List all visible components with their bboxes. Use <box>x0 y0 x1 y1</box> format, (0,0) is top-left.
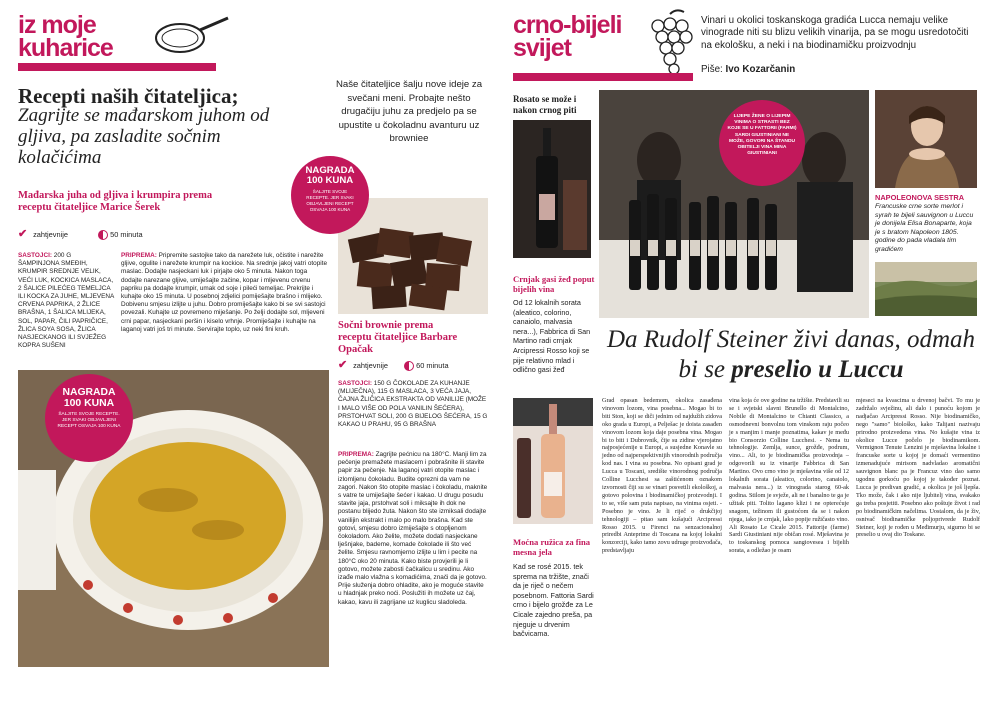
portrait-photo <box>875 90 977 188</box>
recipe1-title: Mađarska juha od gljiva i krumpira prema receptu čitateljice Marice Šerek <box>18 190 213 213</box>
body-column-1: Grad opasan bedemom, okolica zasađena vinovom lozom, vina posebna... Mogao bi to biti Ston, koji se diči jednim od najdužih zidova oko grada u Europi, a Pelješac je doista zasađen vinovom lozom koja daje posebna vina. Mogao bi to biti i Dubrovnik, čije su zidine vjerojatno najposjećenije u Europi, a susjedne Konavle su jedno od najperspektivnijih vinorodnih područja kod nas. I vina su posebna. No opisani grad je Lucca u Toscani, središte vinorodnog područja Colline Lucchesi sa zaštićenom oznakom izvornosti čiji su se vinari posvetili ekološkoj, a gotovo polovina i biodinamičkoj proizvodnji. I to se, više sam puta napisao, na vinima osjeti. - Posebno je vino. Je li riječ o drukčijoj tehnologiji – pitao sam kušajući Arcipressi Rosso 2015. u Firenci na senzacionalnoj priredbi Anteprime di Toscana na kojoj lokalni konzorciji, kako tamo zovu udruge proizvođača, predstavljaju <box>602 397 722 555</box>
left-section-title-line2: kuharice <box>18 33 113 62</box>
frying-pan-icon <box>140 10 230 58</box>
prize-badge-top <box>291 156 369 234</box>
rose-wine-photo <box>513 398 593 524</box>
difficulty-icon-2: ✔ <box>338 359 348 371</box>
sidebar-wine-title: Crnjak gasi žeđ poput bijelih vina <box>513 274 595 294</box>
right-section-bar <box>513 73 693 81</box>
recipe2-title: Sočni brownie prema receptu čitateljice Barbare Opačak <box>338 320 458 355</box>
recipe2-ingredients-text: 150 G ČOKOLADE ZA KUHANJE (MLIJEČNA), 115 G MASLACA, 3 VEĆA JAJA, ČAJNA ŽLIČICA EKSTRAKTA OD VANILIJE (MOŽE I MALO VIŠE OD POLA VANILIN ŠEĆERA), PRSTOHVAT SOLI, 200 G BIJELOG ŠEĆERA, 15 G KAKAO U PRAHU, 95 G BRAŠNA <box>338 380 488 429</box>
prize-badge-bottom-title: NAGRADA 100 KUNA <box>62 387 116 409</box>
left-section-title-line1: iz moje <box>18 11 96 39</box>
sidebar-wine-text: Od 12 lokalnih sorata (aleatico, colorino, canaiolo, malvasia nera...), Fabbrica di San Martino radi crnjak Arcipressi Rosso koji se pije relativno mlad i odlično gasi žeđ <box>513 298 591 375</box>
right-section-title-line1: crno-bijeli <box>513 11 622 39</box>
prize-badge-bottom-text: ŠALJITE SVOJE RECEPTE. JER SVAKI OBJAVLJENI RECEPT OSVAJA 100 KUNA <box>57 412 121 430</box>
recipe1-prep-text: Pripremite sastojke tako da narežete luk, očistite i narežite gljive, ogulite i narežete krumpir na kockice. Na srednje jakoj vatri otopite maslac. Dodajte nasjeckani luk i pirjajte oko 5 minuta. Nakon toga dodajte narezane gljive, umiješajte začine, kopar i mljevenu crvenu papriku pa dodajte krumpir, umak od soje i pileći temeljac. Prekrijte i kuhajte oko 15 minuta. U posebnoj zdjelici pomiješajte brašno i mlijeko. Dobivenu smjesu izlijte u juhu. Dobro promiješajte kako bi se svi sastojci povezali. Kuhajte uz povremeno miješanje. Po želji dodajte sol, mljeveni crni papar, nasjeckani peršin i kiselo vrhnje. Promiješajte i kuhajte na laganoj vatri još tri minute. Servirajte toplo, uz neki fini kruh. <box>121 252 328 333</box>
left-subheadline: Zagrijte se mađarskom juhom od gljiva, pa zasladite sočnim kolačićima <box>18 105 270 168</box>
red-wine-photo <box>513 120 591 258</box>
recipe1-time: 50 minuta <box>110 230 143 239</box>
landscape-photo <box>875 262 977 316</box>
recipe2-prep <box>338 451 488 607</box>
main-headline <box>602 325 980 385</box>
recipe1-ingredients <box>18 252 114 350</box>
grapes-icon <box>640 8 700 78</box>
left-page <box>0 0 497 705</box>
sidebar-rose-title: Moćna ružica za fina mesna jela <box>513 537 591 557</box>
recipe1-difficulty: zahtjevnije <box>33 230 68 239</box>
byline-author: Ivo Kozarčanin <box>725 64 796 75</box>
main-headline-part1: Da Rudolf Steiner živi danas, odmah bi se <box>606 326 976 383</box>
recipe2-ingredients <box>338 380 488 429</box>
byline-label: Piše: <box>701 64 723 75</box>
sidebar-title: Rosato se može i nakon crnog piti <box>513 94 577 115</box>
portrait-text: Francuske crne sorte merlot i syrah te bijeli sauvignon u Luccu je donijela Elisa Bonaparte, koja je s bratom Napoleon 1805. godine do pada vladala tim gradićem <box>875 203 974 253</box>
recipe1-ingredients-label: SASTOJCI: <box>18 252 52 259</box>
body-column-2: vina koja će ove godine na tržište. Predstavili su se i svjetski slavni Brunello di Montalcino, Nobile di Montalcino te Chianti Classico, a osmodnevni bonvolnu tom vinskom raju počeo je s manjim i manje poznatima, kakav je među bio Consorzio Colline Lucchesi. - Nema tu tehnologije. Zemlja, sunce, grožđe, podrum, vino... Ali, to je biodinamička proizvodnja – odgovorili su iz vinarije Fabbrica di San Martino. Ovo crno vino je mješavina više od 12 lokalnih sorata (aleatico, colorino, canaiolo, malvasia nera...) iz vinograda starog 60-ak godina. Stilom je svježe, ali ne i banalno te ga je užitak piti. Tolito lagano klizi i ne opterećuje snagom, težinom ili gustoćom da se i nakon njega, iako je crnjak, lako popije ružičasto vino. Ali Rosato Le Cicale 2015. Fattorije (farme) Sardi Giustiniani nije običan rosé. Mješavina je to toskanskog pomoca sangiovesea i bijelih sorata, a odležao je osam <box>729 397 849 555</box>
right-section-title-line2: svijet <box>513 33 571 62</box>
recipe2-time: 60 minuta <box>416 361 449 370</box>
clock-icon <box>98 230 108 240</box>
left-intro: Naše čitateljice šalju nove ideje za svečani meni. Probajte nešto drugačiju juhu za predjelo pa se upustite u čokoladnu avanturu uz browniee <box>335 79 483 145</box>
sidebar-rose-text: Kad se rosé 2015. tek sprema na tržište, znači da je riječ o nečem posebnom. Fattoria Sardi crno i bijelo grožđe za Le Cicale zajedno preša, pa njeguje u drvenim bačvicama. <box>513 562 594 639</box>
prize-badge-bottom <box>45 374 133 462</box>
right-page <box>505 0 1000 705</box>
portrait-label: NAPOLEONOVA SESTRA <box>875 193 965 202</box>
body-column-3: mjeseci na kvascima u drvenoj bačvi. To mu je zadržalo svježinu, ali dalo i punoću kojom je nadjačao Arcipressi Rosso. Nije biodinamičko, nego "samo" biološko, kako Talijani nazivaju prirodno proizvedena vina. No kušajte vina iz okolice Lucce počelo je biodinamikom. Vermignon Tenute Lenzini je mješavina lokalne i francuske sorte u kojoj je domaći vermentino izmenadujuće mirisom nadvladao aromatični sauvignon blanc pa je Francuz vino dao samo ugodnu gorkoću po kojoj je također poznat. Lucca je predivan gradić, a okolica je još ljepša. Tko može, čak i ako nije ljubitelj vina, svakako ga treba posjetiti. Posebno ako poštuje život i rad po biodinamičkim načelima. Uostalom, da je živ, osnivač biodinamičke poljoprivrede Rudolf Steiner, koji je rođen u Međimurju, sigurno bi se preselio u ovaj dio Toskane. <box>856 397 980 539</box>
recipe1-prep-label: PRIPREMA: <box>121 252 157 259</box>
left-section-bar <box>18 63 216 71</box>
recipe1-ingredients-text: 200 G ŠAMPINJONA SMEĐIH, KRUMPIR SREDNJE VELIK, VEĆI LUK, KOCKICA MASLACA, 2 ŠALICE PILEĆEG TEMELJCA ILI KOCKA ZA JUHE, MLJEVENA CRVENA PAPRIKA, 2 ŽLICE BRAŠNA, 1 ŠALICA MLIJEKA, SOL, PAPAR, ČILI PAPRIČICE, ŽLICA SOYA SOSA, ŽLICA NASJECKANOG ILI SVJEŽEG KOPRA SUŠENI <box>18 252 114 350</box>
recipe1-difficulty-row <box>18 229 218 243</box>
main-headline-part2: preselio u Luccu <box>731 356 904 383</box>
photo-caption-text: LIJEPE ŽENE O LIJEPIM VINIMA O STRASTI BEZ KOJE SE U FATTORII (FARMI) SARDI GIUSTINIANI NE MOŽE, GOVORI NA ŠTANDU OBITELJI VINA MINA GIUSTINIANI <box>727 114 797 157</box>
recipe2-prep-text: Zagrijte pećnicu na 180°C. Manji lim za pečenje premažete maslacem i pobrašnite ili stavite papir za pečenje. Na laganoj vatri otopite maslac i izlomljenu čokoladu. Budite oprezni da vam ne zagori. Nakon što otopite maslac i čokoladu, maknite s vatre te umiješajte šećer i kakao. U drugu posudu stavite jaja, prstohvat soli i miksajte ih dok ne postanu blijedo žuta. Nakon što ste izmiksali dodajte vanilijin ekstrakt i malo po malo brašna. Kad ste gotovi, smjesu dobro izmiješajte s otopljenom čokoladom. Ako želite, možete dodati nasjeckane lješnjake, bademe, komade čokolade ili što već želite. Smjesu ravnomjerno izlijte u lim i pecite na 180°C oko 20 minuta. Kako biste provjerili je li gotovo, možete zabosti čačkalicu u sredinu. Ako izađe malo vlažna s komadićima, znači da je gotovo. Prije služenja dobro ohladite, ako je moguće stavite u hladnjak preko noći. Poslužiti ih možete uz čaj, kakao, kavu ili zagrijane uz kuglicu sladoleda. <box>338 451 488 606</box>
clock-icon-2 <box>404 361 414 371</box>
difficulty-icon: ✔ <box>18 228 28 240</box>
left-headline: Recepti naših čitateljica; <box>18 84 239 108</box>
recipe1-prep <box>121 252 329 334</box>
byline <box>701 64 979 75</box>
recipe2-difficulty-row <box>338 360 488 374</box>
prize-badge-top-title: NAGRADA 100 KUNA <box>305 165 355 186</box>
right-intro: Vinari u okolici toskanskoga gradića Lucca nemaju velike vinograde niti su blizu velikih vinarija, pa se mogu usredotočiti na ekološku, a neki i na biodinamičku proizvodnju <box>701 15 969 51</box>
photo-caption-badge <box>719 100 805 186</box>
recipe2-prep-label: PRIPREMA: <box>338 451 374 458</box>
recipe2-ingredients-label: SASTOJCI: <box>338 380 372 387</box>
recipe2-difficulty: zahtjevnije <box>353 361 388 370</box>
prize-badge-top-text: ŠALJITE SVOJE RECEPTE. JER SVAKI OBJAVLJENI RECEPT OSVAJA 100 KUNA <box>306 189 354 212</box>
